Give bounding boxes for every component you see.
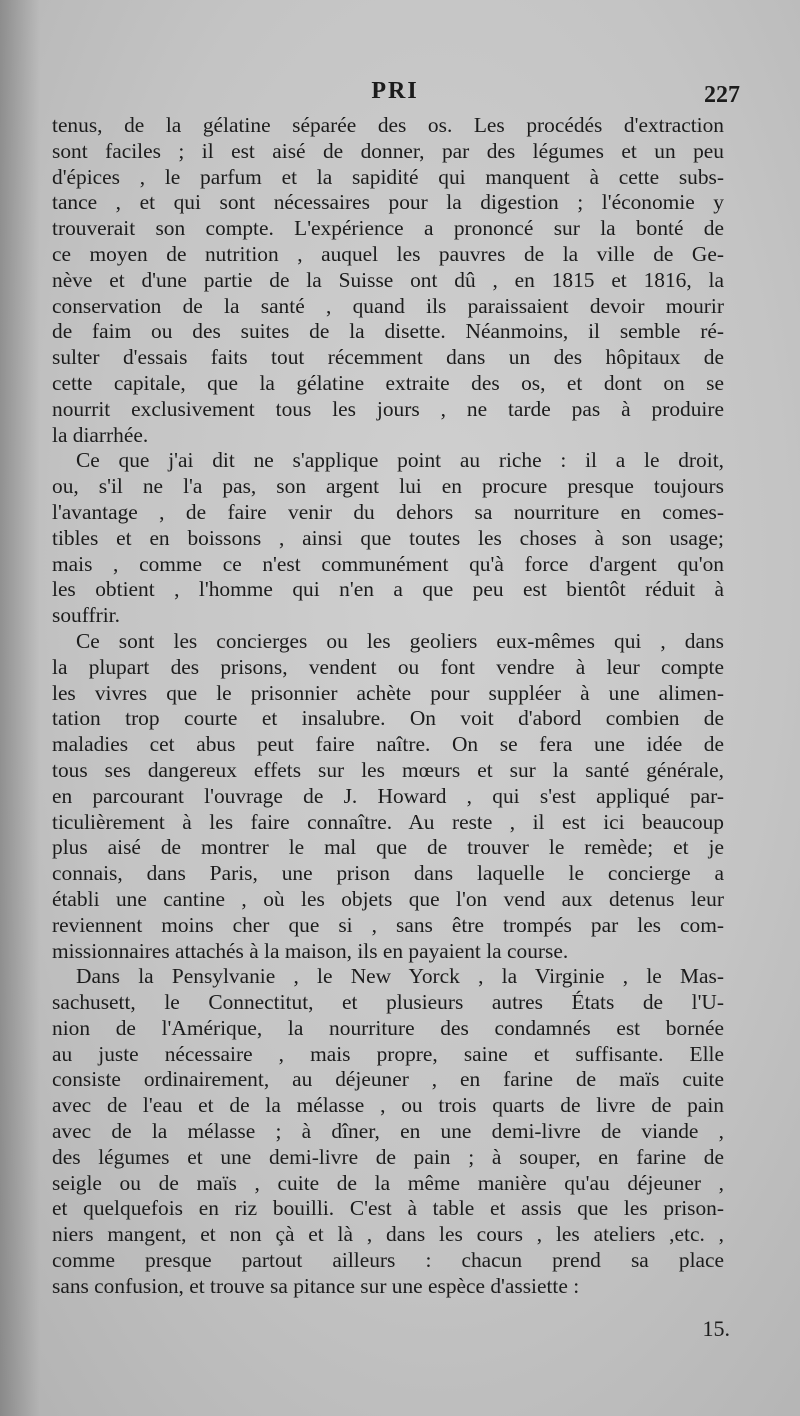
catchword: 15.	[702, 1316, 730, 1341]
paragraph	[52, 629, 724, 964]
text-line: ou, s'il ne l'a pas, son argent lui en procure presque toujours	[52, 474, 724, 499]
text-line: des légumes et une demi-livre de pain ; à souper, en farine de	[52, 1144, 724, 1169]
text-line: tenus, de la gélatine séparée des os. Les procédés d'extraction	[52, 113, 724, 137]
text-line: d'épices , le parfum et la sapidité qui manquent à cette subs-	[52, 164, 724, 189]
gutter-shadow	[0, 0, 40, 1416]
text-line: conservation de la santé , quand ils paraissaient devoir mourir	[52, 293, 724, 318]
text-line: sont faciles ; il est aisé de donner, par des légumes et un peu	[52, 138, 724, 163]
text-line: Ce que j'ai dit ne s'applique point au riche : il a le droit,	[76, 448, 724, 473]
text-line: les vivres que le prisonnier achète pour suppléer à une alimen-	[52, 680, 724, 705]
text-line: niers mangent, et non çà et là , dans les cours , les ateliers ,etc. ,	[52, 1222, 724, 1247]
text-line: l'avantage , de faire venir du dehors sa nourriture en comes-	[52, 499, 724, 524]
running-head: PRI	[371, 78, 419, 104]
text-line: maladies cet abus peut faire naître. On se fera une idée de	[52, 732, 724, 757]
text-line: sulter d'essais faits tout récemment dans un des hôpitaux de	[52, 345, 724, 370]
text-line: plus aisé de montrer le mal que de trouver le remède; et je	[52, 835, 724, 860]
paragraph	[52, 113, 724, 448]
text-line: consiste ordinairement, au déjeuner , en farine de maïs cuite	[52, 1067, 724, 1092]
text-line: sans confusion, et trouve sa pitance sur une espèce d'assiette :	[52, 1273, 580, 1298]
text-line: ticulièrement à les faire connaître. Au reste , il est ici beaucoup	[52, 809, 724, 834]
body-text	[52, 113, 724, 1300]
text-line: tous ses dangereux effets sur les mœurs et sur la santé générale,	[52, 757, 724, 782]
text-line: et quelquefois en riz bouilli. C'est à table et assis que les prison-	[52, 1196, 724, 1221]
text-line: mais , comme ce n'est communément qu'à force d'argent qu'on	[52, 551, 724, 576]
text-line: nion de l'Amérique, la nourriture des condamnés est bornée	[52, 1015, 724, 1040]
text-line: cette capitale, que la gélatine extraite des os, et dont on se	[52, 370, 724, 395]
text-line: trouverait son compte. L'expérience a prononcé sur la bonté de	[52, 216, 724, 241]
page-header	[50, 78, 740, 112]
text-line: ce moyen de nutrition , auquel les pauvres de la ville de Ge-	[52, 241, 724, 266]
text-line: les obtient , l'homme qui n'en a que peu est bientôt réduit à	[52, 577, 724, 602]
text-line: établi une cantine , où les objets que l'on vend aux detenus leur	[52, 886, 724, 911]
text-line: de faim ou des suites de la disette. Néanmoins, il semble ré-	[52, 319, 724, 344]
text-line: avec de l'eau et de la mélasse , ou trois quarts de livre de pain	[52, 1093, 724, 1118]
text-line: la diarrhée.	[52, 422, 149, 447]
text-line: tance , et qui sont nécessaires pour la digestion ; l'économie y	[52, 190, 724, 215]
text-line: souffrir.	[52, 603, 120, 628]
text-line: nève et d'une partie de la Suisse ont dû , en 1815 et 1816, la	[52, 267, 724, 292]
text-line: tation trop courte et insalubre. On voit d'abord combien de	[52, 706, 724, 731]
page-number: 227	[704, 82, 740, 108]
text-line: comme presque partout ailleurs : chacun prend sa place	[52, 1248, 724, 1273]
paragraph	[52, 964, 724, 1299]
text-line: Ce sont les concierges ou les geoliers eux-mêmes qui , dans	[76, 628, 724, 653]
text-line: nourrit exclusivement tous les jours , ne tarde pas à produire	[52, 396, 724, 421]
text-line: sachusett, le Connectitut, et plusieurs autres États de l'U-	[52, 990, 724, 1015]
paragraph	[52, 448, 724, 629]
text-line: au juste nécessaire , mais propre, saine et suffisante. Elle	[52, 1041, 724, 1066]
text-line: avec de la mélasse ; à dîner, en une demi-livre de viande ,	[52, 1119, 724, 1144]
text-line: reviennent moins cher que si , sans être trompés par les com-	[52, 912, 724, 937]
text-line: la plupart des prisons, vendent ou font vendre à leur compte	[52, 654, 724, 679]
text-line: tibles et en boissons , ainsi que toutes les choses à son usage;	[52, 525, 724, 550]
text-line: missionnaires attachés à la maison, ils en payaient la course.	[52, 938, 569, 963]
text-line: seigle ou de maïs , cuite de la même manière qu'au déjeuner ,	[52, 1170, 724, 1195]
text-line: en parcourant l'ouvrage de J. Howard , qui s'est appliqué par-	[52, 783, 724, 808]
text-line: Dans la Pensylvanie , le New Yorck , la Virginie , le Mas-	[76, 964, 724, 989]
text-line: connais, dans Paris, une prison dans laquelle le concierge a	[52, 861, 724, 886]
